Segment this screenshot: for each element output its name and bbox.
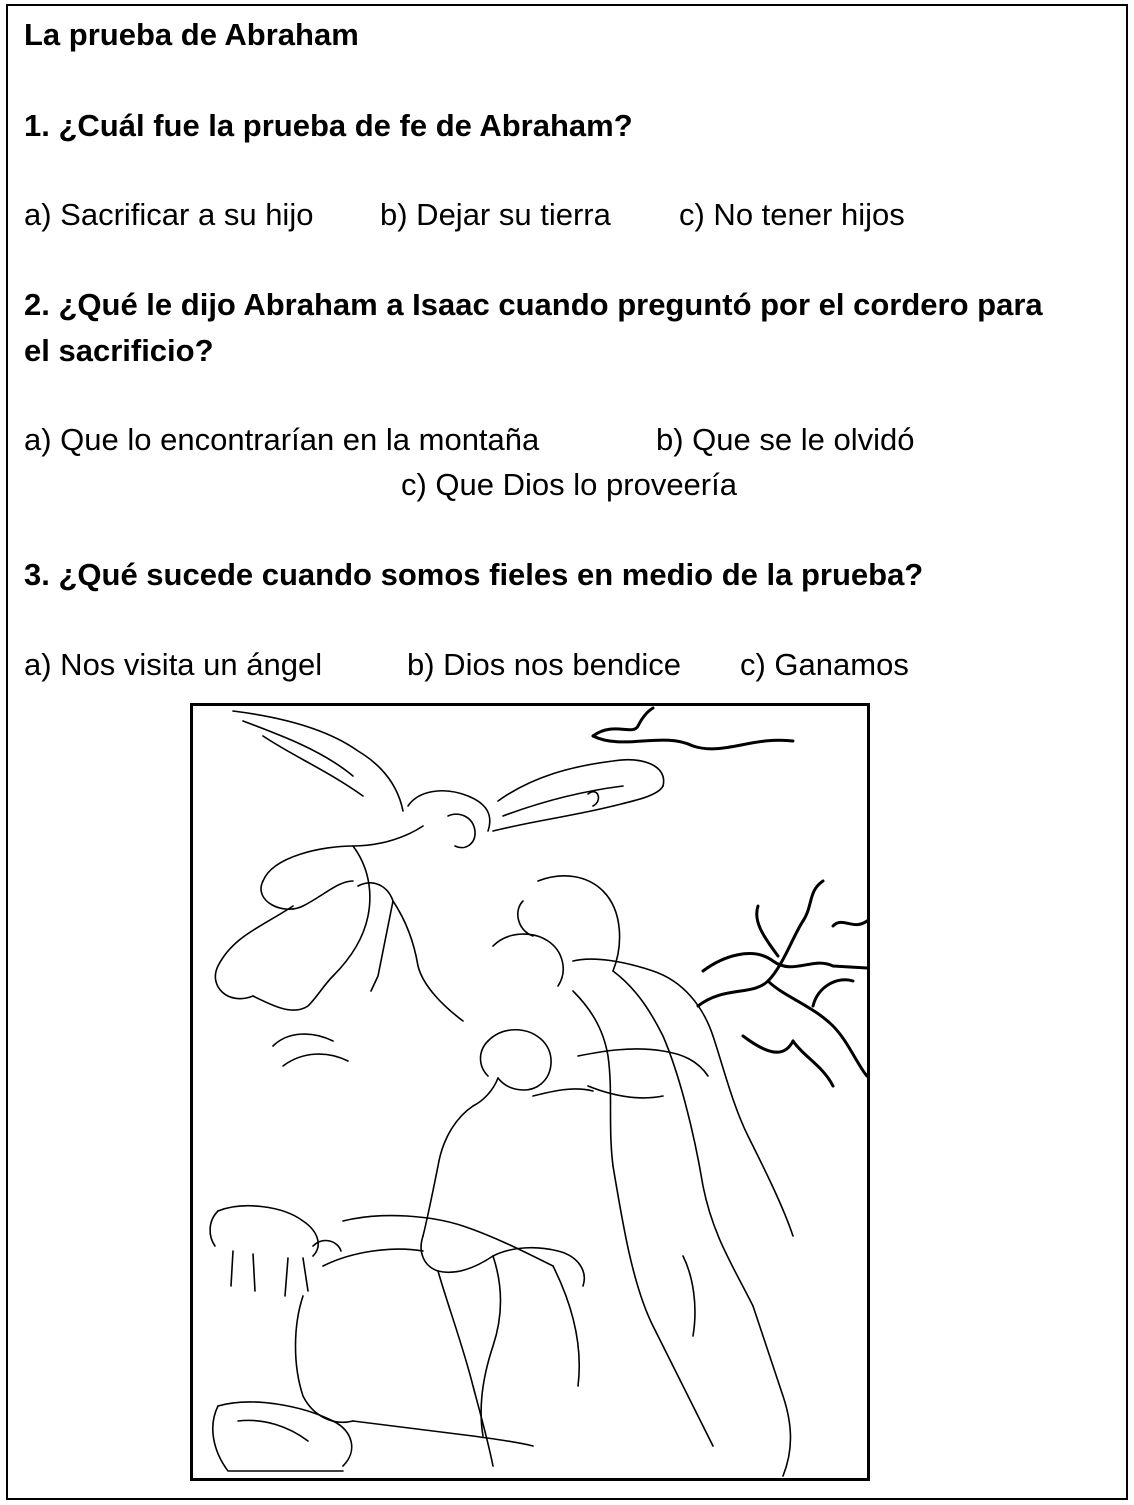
coloring-illustration: [190, 703, 870, 1481]
lamb-illustration: [210, 1206, 341, 1296]
question-2-line-1: 2. ¿Qué le dijo Abraham a Isaac cuando preguntó por el cordero para: [24, 287, 1043, 322]
rock-altar: [296, 1216, 580, 1446]
q2-option-c: c) Que Dios lo proveería: [401, 467, 737, 502]
worksheet-title: La prueba de Abraham: [24, 17, 359, 52]
q1-option-b: b) Dejar su tierra: [380, 197, 611, 232]
q1-option-a: a) Sacrificar a su hijo: [24, 197, 314, 232]
isaac-figure: [421, 1030, 593, 1466]
q2-option-a: a) Que lo encontrarían en la montaña: [24, 422, 540, 457]
q1-option-c: c) No tener hijos: [679, 197, 905, 232]
q3-option-c: c) Ganamos: [740, 647, 909, 682]
q3-option-b: b) Dios nos bendice: [407, 647, 681, 682]
question-3: 3. ¿Qué sucede cuando somos fieles en medio de la prueba?: [24, 557, 924, 592]
question-2-line-2: el sacrificio?: [24, 333, 214, 368]
tree-illustration: [593, 708, 867, 1086]
abraham-figure: [493, 876, 793, 1476]
question-1: 1. ¿Cuál fue la prueba de fe de Abraham?: [24, 108, 633, 143]
angel-wings: [233, 711, 664, 831]
angel-figure: [215, 791, 489, 1066]
q3-option-a: a) Nos visita un ángel: [24, 647, 323, 682]
ground-cloth: [213, 1402, 352, 1471]
q2-option-b: b) Que se le olvidó: [656, 422, 915, 457]
abraham-sacrifice-drawing: [193, 706, 867, 1478]
